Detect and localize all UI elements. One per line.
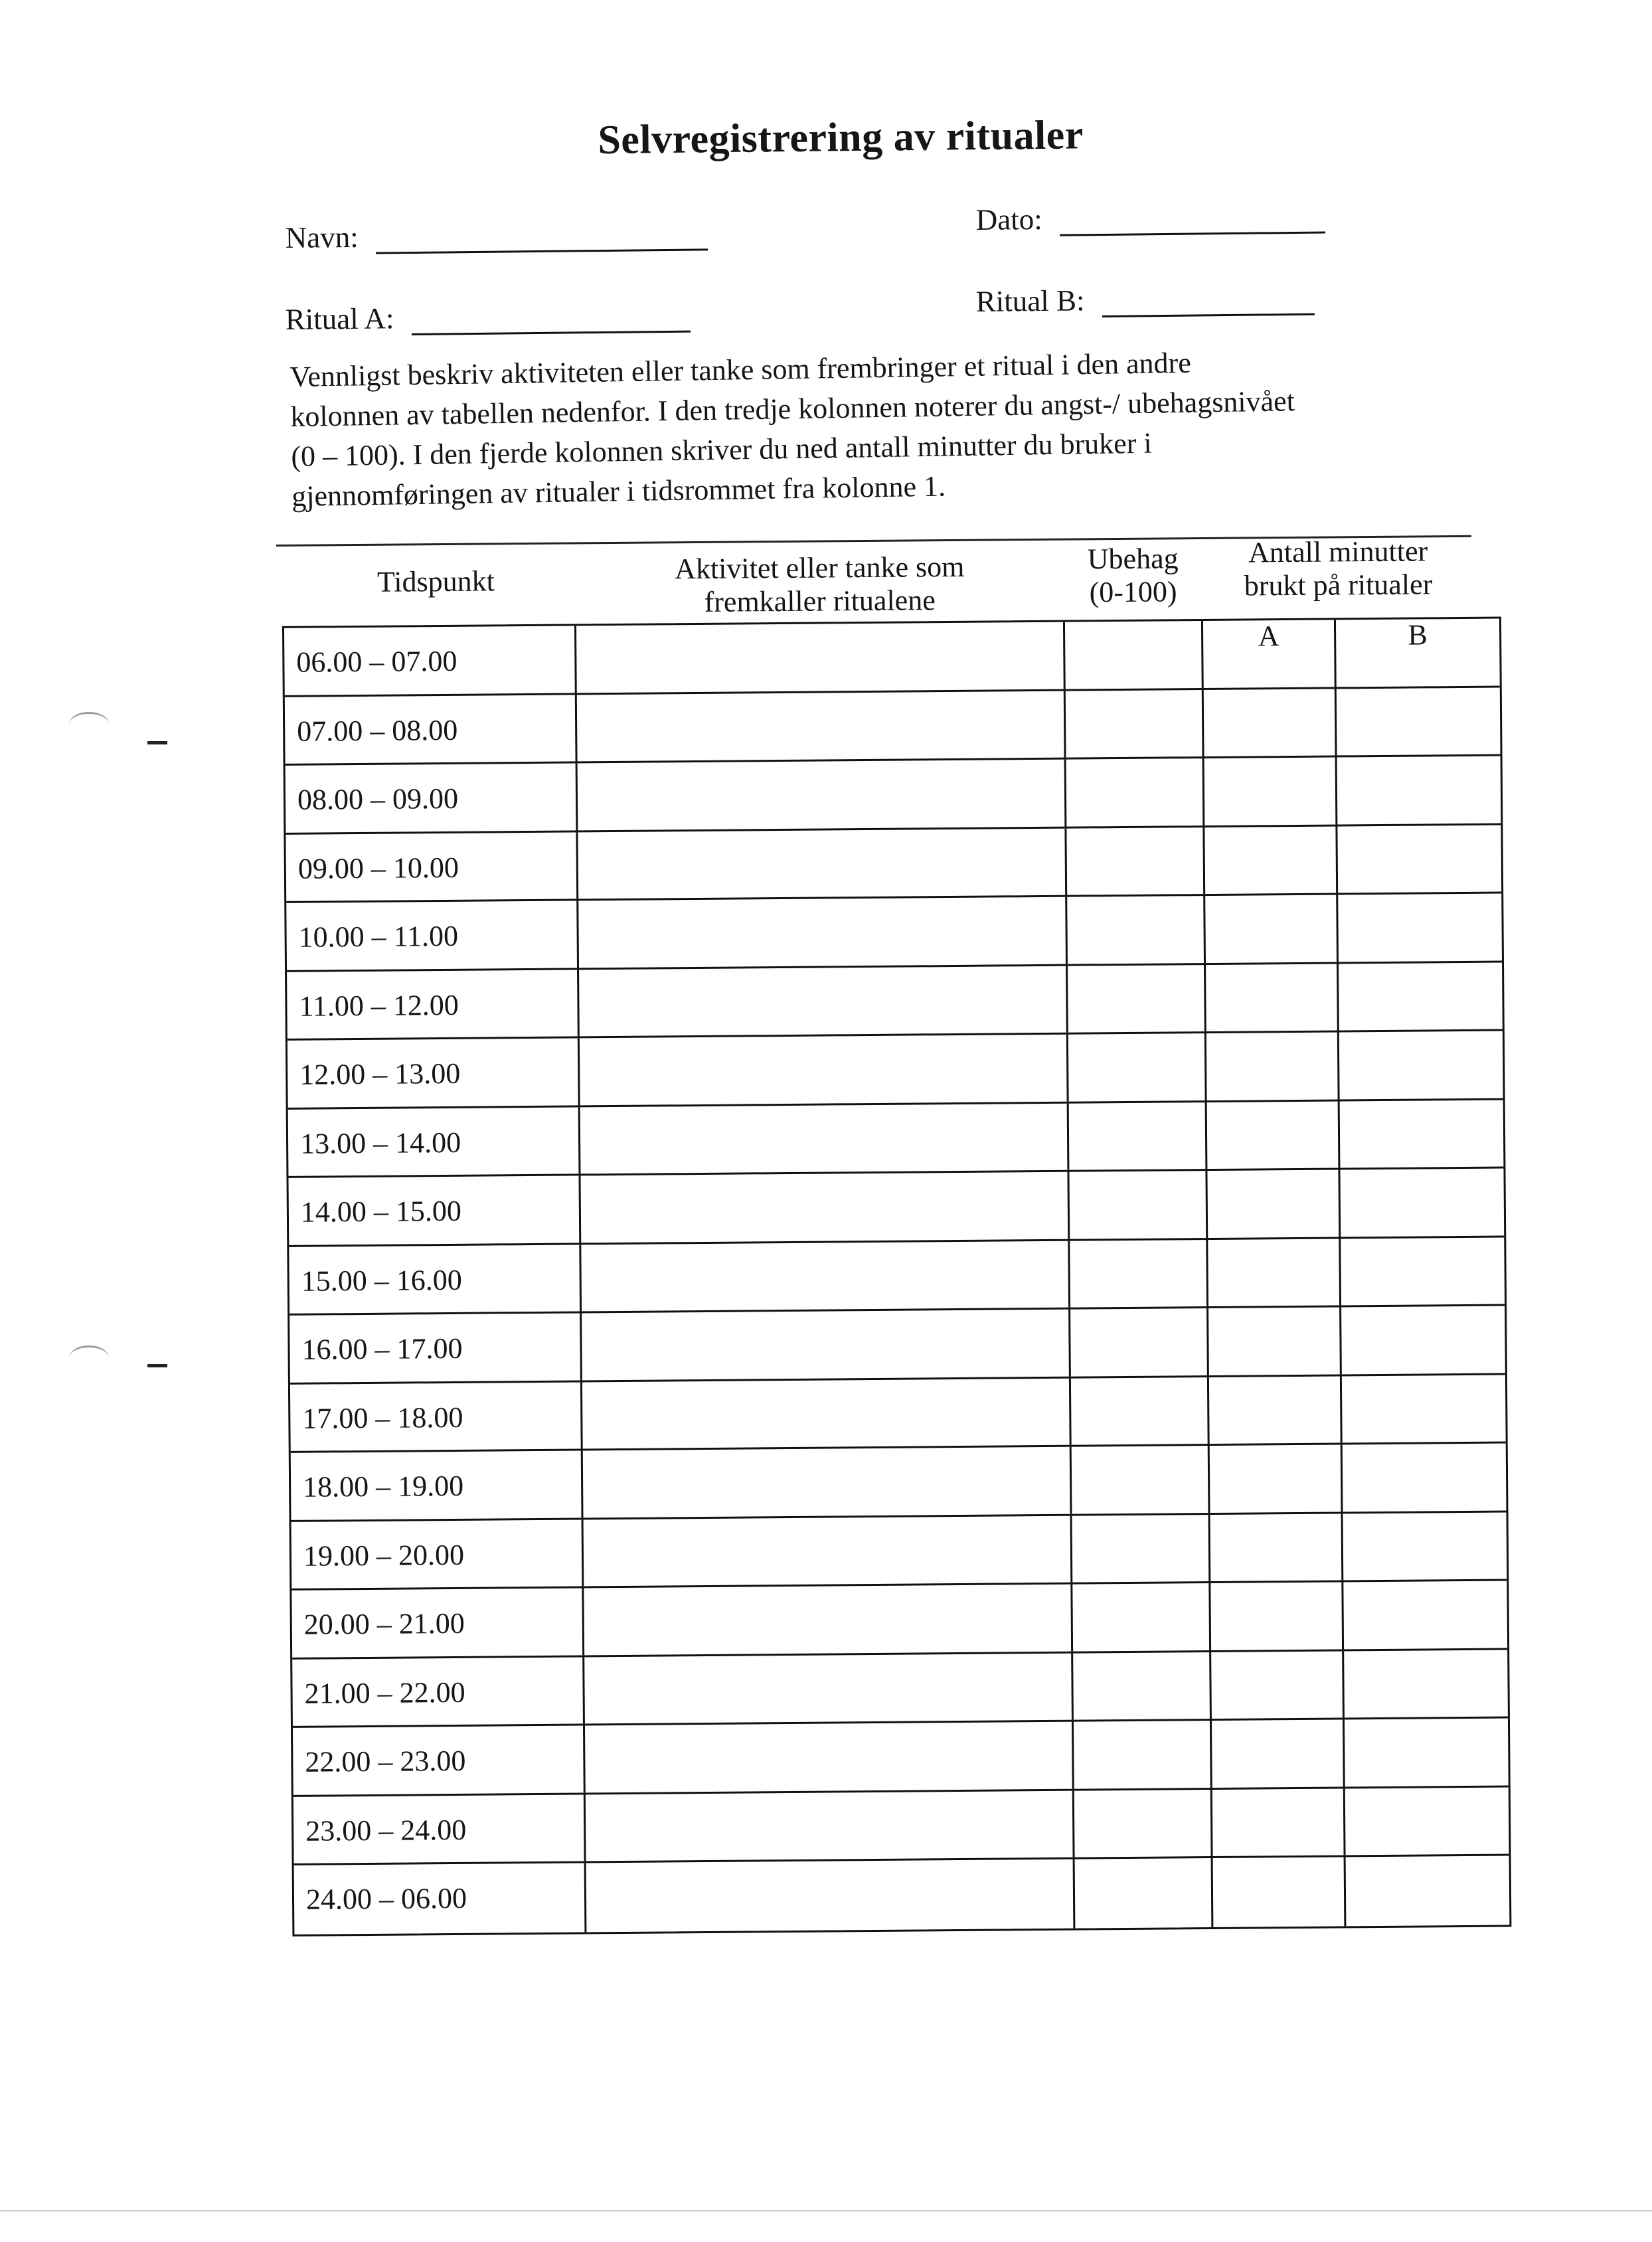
ubehag-cell[interactable] <box>1066 758 1205 826</box>
ritual-b-field <box>975 281 1314 319</box>
activity-cell[interactable] <box>576 622 1066 693</box>
activity-cell[interactable] <box>584 1515 1073 1586</box>
minutes-b-cell[interactable] <box>1337 687 1501 755</box>
activity-cell[interactable] <box>580 1172 1070 1243</box>
table-row <box>287 962 1503 1041</box>
navn-field <box>285 216 707 255</box>
time-cell: 06.00 – 07.00 <box>284 626 577 695</box>
activity-cell[interactable] <box>578 897 1068 968</box>
minutes-b-cell[interactable] <box>1343 1443 1507 1511</box>
table-row <box>286 894 1502 972</box>
time-cell: 07.00 – 08.00 <box>285 695 578 764</box>
ubehag-cell[interactable] <box>1070 1308 1209 1376</box>
ritual-table <box>276 535 1482 1937</box>
minutes-a-cell[interactable] <box>1209 1376 1343 1444</box>
ritual-a-field <box>285 298 690 337</box>
minutes-b-cell[interactable] <box>1345 1787 1509 1855</box>
minutes-a-cell[interactable] <box>1206 964 1339 1031</box>
time-cell: 21.00 – 22.00 <box>292 1657 585 1726</box>
header-ubehag <box>1064 542 1202 610</box>
activity-cell[interactable] <box>580 1103 1070 1173</box>
ubehag-cell[interactable] <box>1072 1514 1211 1582</box>
minutes-a-cell[interactable] <box>1207 1169 1341 1237</box>
minutes-a-cell[interactable] <box>1211 1651 1345 1719</box>
minutes-a-cell[interactable] <box>1208 1307 1342 1375</box>
time-cell: 12.00 – 13.00 <box>288 1038 580 1107</box>
scan-edge-line <box>0 2210 1652 2211</box>
header-aktivitet-line2: fremkaller ritualene <box>704 584 936 618</box>
ritual-b-label: Ritual B: <box>975 284 1085 319</box>
header-aktivitet-line1: Aktivitet eller tanke som <box>675 550 965 586</box>
ubehag-cell[interactable] <box>1068 1033 1207 1101</box>
time-cell: 16.00 – 17.00 <box>289 1313 582 1382</box>
ubehag-cell[interactable] <box>1072 1446 1210 1513</box>
table-row <box>293 1787 1509 1865</box>
table-row <box>286 756 1501 835</box>
minutes-a-cell[interactable] <box>1203 620 1337 687</box>
sub-header-a: A <box>1258 620 1280 653</box>
time-cell: 15.00 – 16.00 <box>289 1245 582 1314</box>
minutes-b-cell[interactable] <box>1346 1855 1510 1925</box>
table-row <box>288 1169 1504 1247</box>
sub-header-b: B <box>1408 618 1428 651</box>
table-row <box>289 1237 1505 1316</box>
minutes-a-cell[interactable] <box>1204 826 1338 894</box>
minutes-a-cell[interactable] <box>1204 757 1338 825</box>
header-minutter <box>1202 535 1475 603</box>
instruction-line: Vennligst beskriv aktiviteten eller tanke som frembringer et ritual i den andre <box>289 346 1192 393</box>
minutes-b-cell[interactable] <box>1340 1100 1504 1167</box>
time-cell: 09.00 – 10.00 <box>286 832 578 901</box>
page-title: Selvregistrering av ritualer <box>598 112 1084 163</box>
minutes-a-cell[interactable] <box>1212 1719 1345 1787</box>
minutes-b-cell[interactable] <box>1344 1650 1508 1717</box>
ubehag-cell[interactable] <box>1065 621 1204 689</box>
time-cell: 23.00 – 24.00 <box>293 1794 586 1863</box>
table-row <box>293 1718 1509 1796</box>
minutes-b-cell[interactable] <box>1343 1581 1507 1648</box>
activity-cell[interactable] <box>586 1859 1076 1932</box>
minutes-a-cell[interactable] <box>1207 1101 1341 1169</box>
activity-cell[interactable] <box>578 828 1067 899</box>
binder-hole-mark <box>69 712 109 736</box>
minutes-a-cell[interactable] <box>1204 689 1337 756</box>
instruction-line: (0 – 100). I den fjerde kolonnen skriver du ned antall minutter du bruker i <box>290 426 1152 473</box>
time-cell: 20.00 – 21.00 <box>291 1588 584 1657</box>
table-row <box>289 1306 1505 1385</box>
table-header <box>276 537 1472 626</box>
ubehag-cell[interactable] <box>1074 1721 1212 1788</box>
minutes-b-cell[interactable] <box>1341 1306 1505 1374</box>
ubehag-cell[interactable] <box>1066 690 1204 758</box>
header-ubehag-line2: (0-100) <box>1089 575 1177 609</box>
navn-input-line[interactable] <box>376 248 708 254</box>
minutes-b-cell[interactable] <box>1336 619 1500 687</box>
minutes-b-cell[interactable] <box>1343 1512 1507 1580</box>
ubehag-cell[interactable] <box>1075 1858 1214 1928</box>
time-cell: 18.00 – 19.00 <box>291 1450 584 1519</box>
navn-label: Navn: <box>285 220 359 255</box>
minutes-b-cell[interactable] <box>1339 962 1503 1030</box>
time-cell: 08.00 – 09.00 <box>286 763 578 832</box>
ubehag-cell[interactable] <box>1069 1171 1208 1239</box>
minutes-b-cell[interactable] <box>1340 1169 1504 1237</box>
ubehag-cell[interactable] <box>1073 1652 1212 1719</box>
ubehag-cell[interactable] <box>1069 1102 1208 1170</box>
header-aktivitet <box>575 550 1064 620</box>
minutes-a-cell[interactable] <box>1210 1513 1344 1581</box>
minutes-a-cell[interactable] <box>1208 1239 1341 1306</box>
minutes-a-cell[interactable] <box>1213 1857 1347 1927</box>
minutes-a-cell[interactable] <box>1210 1444 1343 1512</box>
activity-cell[interactable] <box>581 1241 1070 1311</box>
dato-label: Dato: <box>975 202 1042 237</box>
table-row <box>292 1650 1508 1728</box>
table-row <box>288 1031 1503 1110</box>
table-row <box>284 619 1500 697</box>
minutes-b-cell[interactable] <box>1337 825 1501 893</box>
activity-cell[interactable] <box>584 1653 1074 1723</box>
table-row <box>291 1581 1507 1659</box>
instruction-line: kolonnen av tabellen nedenfor. I den tredje kolonnen noterer du angst-/ ubehagsnivået <box>290 385 1295 433</box>
activity-cell[interactable] <box>582 1310 1071 1380</box>
table-row <box>285 687 1501 766</box>
minutes-a-cell[interactable] <box>1206 1032 1340 1100</box>
ritual-b-input-line[interactable] <box>1102 313 1315 317</box>
table-row <box>291 1443 1507 1521</box>
dato-field <box>975 199 1325 237</box>
dato-input-line[interactable] <box>1060 230 1325 236</box>
ubehag-cell[interactable] <box>1072 1583 1211 1651</box>
binder-dash-mark <box>147 741 167 744</box>
activity-cell[interactable] <box>577 691 1066 761</box>
header-tidspunkt: Tidspunkt <box>376 564 495 598</box>
table-row <box>288 1100 1504 1178</box>
binder-dash-mark <box>147 1364 167 1367</box>
ubehag-cell[interactable] <box>1074 1789 1213 1857</box>
activity-cell[interactable] <box>579 966 1068 1036</box>
minutes-b-cell[interactable] <box>1338 894 1502 962</box>
time-cell: 19.00 – 20.00 <box>291 1519 584 1589</box>
time-cell: 17.00 – 18.00 <box>290 1382 583 1451</box>
table-row <box>291 1512 1507 1591</box>
minutes-a-cell[interactable] <box>1205 895 1339 962</box>
time-cell: 11.00 – 12.00 <box>287 970 580 1039</box>
table-row <box>286 825 1501 903</box>
header-minutter-line2: brukt på ritualer <box>1244 568 1433 602</box>
activity-cell[interactable] <box>578 760 1067 830</box>
activity-cell[interactable] <box>584 1585 1073 1655</box>
minutes-b-cell[interactable] <box>1341 1237 1505 1305</box>
table-row <box>290 1375 1506 1453</box>
instructions <box>289 339 1461 517</box>
time-cell: 24.00 – 06.00 <box>294 1863 587 1934</box>
time-cell: 13.00 – 14.00 <box>288 1107 581 1176</box>
table-row <box>294 1855 1510 1934</box>
ubehag-cell[interactable] <box>1067 896 1206 964</box>
time-cell: 22.00 – 23.00 <box>293 1725 586 1794</box>
table-body <box>282 617 1511 1937</box>
ritual-a-label: Ritual A: <box>285 302 394 337</box>
binder-hole-mark <box>69 1345 109 1370</box>
instruction-line: gjennomføringen av ritualer i tidsrommet fra kolonne 1. <box>291 470 946 513</box>
activity-cell[interactable] <box>583 1447 1072 1517</box>
activity-cell[interactable] <box>585 1722 1074 1792</box>
minutes-a-cell[interactable] <box>1210 1582 1344 1650</box>
time-cell: 10.00 – 11.00 <box>286 901 579 970</box>
activity-cell[interactable] <box>586 1790 1075 1861</box>
header-minutter-line1: Antall minutter <box>1248 535 1428 569</box>
ubehag-cell[interactable] <box>1071 1377 1210 1445</box>
header-ubehag-line1: Ubehag <box>1087 542 1179 576</box>
activity-cell[interactable] <box>582 1378 1072 1448</box>
ubehag-cell[interactable] <box>1070 1240 1208 1308</box>
minutes-b-cell[interactable] <box>1337 756 1501 824</box>
time-cell: 14.00 – 15.00 <box>288 1175 581 1245</box>
ritual-a-input-line[interactable] <box>412 330 691 335</box>
minutes-b-cell[interactable] <box>1339 1031 1503 1099</box>
activity-cell[interactable] <box>580 1035 1069 1105</box>
minutes-b-cell[interactable] <box>1342 1375 1506 1442</box>
minutes-a-cell[interactable] <box>1212 1788 1346 1856</box>
ubehag-cell[interactable] <box>1066 827 1205 895</box>
minutes-b-cell[interactable] <box>1345 1718 1509 1786</box>
ubehag-cell[interactable] <box>1068 965 1206 1033</box>
